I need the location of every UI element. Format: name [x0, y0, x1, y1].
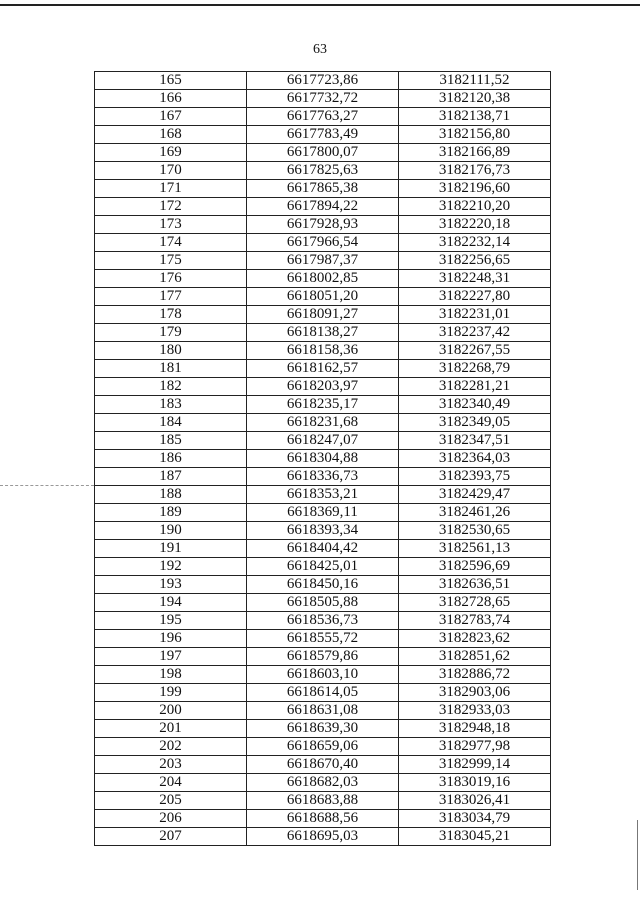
- x-coordinate-cell: 6618091,27: [247, 306, 399, 324]
- table-row: [95, 558, 551, 576]
- table-row: [95, 198, 551, 216]
- point-number-cell: 198: [95, 666, 247, 684]
- scan-edge-line: [637, 820, 638, 890]
- x-coordinate-cell: 6618235,17: [247, 396, 399, 414]
- point-number-cell: 172: [95, 198, 247, 216]
- point-number-cell: 203: [95, 756, 247, 774]
- y-coordinate-cell: 3182393,75: [399, 468, 551, 486]
- table-row: [95, 828, 551, 846]
- y-coordinate-cell: 3182120,38: [399, 90, 551, 108]
- y-coordinate-cell: 3182232,14: [399, 234, 551, 252]
- table-row: [95, 576, 551, 594]
- x-coordinate-cell: 6618002,85: [247, 270, 399, 288]
- y-coordinate-cell: 3182596,69: [399, 558, 551, 576]
- table-row: [95, 738, 551, 756]
- table-row: [95, 648, 551, 666]
- x-coordinate-cell: 6618614,05: [247, 684, 399, 702]
- x-coordinate-cell: 6618603,10: [247, 666, 399, 684]
- point-number-cell: 165: [95, 72, 247, 90]
- point-number-cell: 206: [95, 810, 247, 828]
- x-coordinate-cell: 6618353,21: [247, 486, 399, 504]
- point-number-cell: 185: [95, 432, 247, 450]
- y-coordinate-cell: 3182977,98: [399, 738, 551, 756]
- x-coordinate-cell: 6618158,36: [247, 342, 399, 360]
- point-number-cell: 176: [95, 270, 247, 288]
- y-coordinate-cell: 3182349,05: [399, 414, 551, 432]
- x-coordinate-cell: 6618536,73: [247, 612, 399, 630]
- point-number-cell: 194: [95, 594, 247, 612]
- point-number-cell: 192: [95, 558, 247, 576]
- y-coordinate-cell: 3183045,21: [399, 828, 551, 846]
- x-coordinate-cell: 6617928,93: [247, 216, 399, 234]
- point-number-cell: 199: [95, 684, 247, 702]
- table-row: [95, 720, 551, 738]
- point-number-cell: 196: [95, 630, 247, 648]
- point-number-cell: 171: [95, 180, 247, 198]
- table-row: [95, 270, 551, 288]
- y-coordinate-cell: 3182196,60: [399, 180, 551, 198]
- y-coordinate-cell: 3182823,62: [399, 630, 551, 648]
- y-coordinate-cell: 3182903,06: [399, 684, 551, 702]
- table-row: [95, 450, 551, 468]
- x-coordinate-cell: 6618659,06: [247, 738, 399, 756]
- x-coordinate-cell: 6618688,56: [247, 810, 399, 828]
- x-coordinate-cell: 6618336,73: [247, 468, 399, 486]
- y-coordinate-cell: 3182461,26: [399, 504, 551, 522]
- point-number-cell: 189: [95, 504, 247, 522]
- point-number-cell: 187: [95, 468, 247, 486]
- x-coordinate-cell: 6617987,37: [247, 252, 399, 270]
- table-row: [95, 162, 551, 180]
- y-coordinate-cell: 3182176,73: [399, 162, 551, 180]
- x-coordinate-cell: 6617783,49: [247, 126, 399, 144]
- y-coordinate-cell: 3182138,71: [399, 108, 551, 126]
- scan-artifact-line: [0, 485, 94, 486]
- point-number-cell: 177: [95, 288, 247, 306]
- x-coordinate-cell: 6618404,42: [247, 540, 399, 558]
- x-coordinate-cell: 6617732,72: [247, 90, 399, 108]
- point-number-cell: 204: [95, 774, 247, 792]
- y-coordinate-cell: 3183034,79: [399, 810, 551, 828]
- point-number-cell: 175: [95, 252, 247, 270]
- table-row: [95, 288, 551, 306]
- table-row: [95, 630, 551, 648]
- x-coordinate-cell: 6618203,97: [247, 378, 399, 396]
- x-coordinate-cell: 6617763,27: [247, 108, 399, 126]
- table-row: [95, 342, 551, 360]
- x-coordinate-cell: 6618162,57: [247, 360, 399, 378]
- y-coordinate-cell: 3182636,51: [399, 576, 551, 594]
- point-number-cell: 178: [95, 306, 247, 324]
- y-coordinate-cell: 3182268,79: [399, 360, 551, 378]
- table-row: [95, 180, 551, 198]
- point-number-cell: 169: [95, 144, 247, 162]
- point-number-cell: 166: [95, 90, 247, 108]
- coordinates-table: [94, 71, 551, 846]
- x-coordinate-cell: 6618138,27: [247, 324, 399, 342]
- y-coordinate-cell: 3182267,55: [399, 342, 551, 360]
- table-row: [95, 126, 551, 144]
- y-coordinate-cell: 3183026,41: [399, 792, 551, 810]
- table-row: [95, 360, 551, 378]
- y-coordinate-cell: 3183019,16: [399, 774, 551, 792]
- x-coordinate-cell: 6618369,11: [247, 504, 399, 522]
- point-number-cell: 183: [95, 396, 247, 414]
- point-number-cell: 190: [95, 522, 247, 540]
- x-coordinate-cell: 6618425,01: [247, 558, 399, 576]
- point-number-cell: 180: [95, 342, 247, 360]
- table-row: [95, 324, 551, 342]
- point-number-cell: 193: [95, 576, 247, 594]
- x-coordinate-cell: 6618670,40: [247, 756, 399, 774]
- y-coordinate-cell: 3182999,14: [399, 756, 551, 774]
- table-row: [95, 540, 551, 558]
- x-coordinate-cell: 6618304,88: [247, 450, 399, 468]
- point-number-cell: 202: [95, 738, 247, 756]
- y-coordinate-cell: 3182237,42: [399, 324, 551, 342]
- y-coordinate-cell: 3182210,20: [399, 198, 551, 216]
- table-row: [95, 414, 551, 432]
- table-row: [95, 666, 551, 684]
- point-number-cell: 179: [95, 324, 247, 342]
- y-coordinate-cell: 3182231,01: [399, 306, 551, 324]
- table-row: [95, 90, 551, 108]
- point-number-cell: 186: [95, 450, 247, 468]
- point-number-cell: 167: [95, 108, 247, 126]
- x-coordinate-cell: 6618683,88: [247, 792, 399, 810]
- x-coordinate-cell: 6618450,16: [247, 576, 399, 594]
- x-coordinate-cell: 6617800,07: [247, 144, 399, 162]
- y-coordinate-cell: 3182281,21: [399, 378, 551, 396]
- y-coordinate-cell: 3182340,49: [399, 396, 551, 414]
- y-coordinate-cell: 3182933,03: [399, 702, 551, 720]
- table-row: [95, 684, 551, 702]
- x-coordinate-cell: 6618555,72: [247, 630, 399, 648]
- table-row: [95, 396, 551, 414]
- y-coordinate-cell: 3182248,31: [399, 270, 551, 288]
- table-row: [95, 486, 551, 504]
- point-number-cell: 184: [95, 414, 247, 432]
- table-row: [95, 306, 551, 324]
- table-row: [95, 810, 551, 828]
- point-number-cell: 170: [95, 162, 247, 180]
- table-row: [95, 774, 551, 792]
- y-coordinate-cell: 3182347,51: [399, 432, 551, 450]
- x-coordinate-cell: 6617966,54: [247, 234, 399, 252]
- point-number-cell: 188: [95, 486, 247, 504]
- table-row: [95, 378, 551, 396]
- x-coordinate-cell: 6618631,08: [247, 702, 399, 720]
- table-row: [95, 702, 551, 720]
- y-coordinate-cell: 3182364,03: [399, 450, 551, 468]
- x-coordinate-cell: 6618682,03: [247, 774, 399, 792]
- x-coordinate-cell: 6617825,63: [247, 162, 399, 180]
- y-coordinate-cell: 3182851,62: [399, 648, 551, 666]
- top-border-line: [0, 4, 640, 6]
- table-body: [95, 72, 551, 846]
- y-coordinate-cell: 3182166,89: [399, 144, 551, 162]
- table-row: [95, 144, 551, 162]
- table-row: [95, 756, 551, 774]
- y-coordinate-cell: 3182561,13: [399, 540, 551, 558]
- point-number-cell: 174: [95, 234, 247, 252]
- y-coordinate-cell: 3182783,74: [399, 612, 551, 630]
- x-coordinate-cell: 6618393,34: [247, 522, 399, 540]
- y-coordinate-cell: 3182220,18: [399, 216, 551, 234]
- point-number-cell: 205: [95, 792, 247, 810]
- table-row: [95, 108, 551, 126]
- y-coordinate-cell: 3182530,65: [399, 522, 551, 540]
- x-coordinate-cell: 6618505,88: [247, 594, 399, 612]
- y-coordinate-cell: 3182728,65: [399, 594, 551, 612]
- table-row: [95, 504, 551, 522]
- point-number-cell: 168: [95, 126, 247, 144]
- x-coordinate-cell: 6617894,22: [247, 198, 399, 216]
- table-row: [95, 216, 551, 234]
- table-row: [95, 522, 551, 540]
- table-row: [95, 612, 551, 630]
- table-row: [95, 432, 551, 450]
- y-coordinate-cell: 3182429,47: [399, 486, 551, 504]
- x-coordinate-cell: 6618051,20: [247, 288, 399, 306]
- y-coordinate-cell: 3182156,80: [399, 126, 551, 144]
- y-coordinate-cell: 3182948,18: [399, 720, 551, 738]
- point-number-cell: 200: [95, 702, 247, 720]
- page-number: 63: [313, 42, 327, 57]
- point-number-cell: 191: [95, 540, 247, 558]
- table-row: [95, 468, 551, 486]
- table-row: [95, 594, 551, 612]
- x-coordinate-cell: 6618579,86: [247, 648, 399, 666]
- x-coordinate-cell: 6618639,30: [247, 720, 399, 738]
- x-coordinate-cell: 6618695,03: [247, 828, 399, 846]
- y-coordinate-cell: 3182227,80: [399, 288, 551, 306]
- y-coordinate-cell: 3182886,72: [399, 666, 551, 684]
- point-number-cell: 195: [95, 612, 247, 630]
- point-number-cell: 197: [95, 648, 247, 666]
- point-number-cell: 201: [95, 720, 247, 738]
- point-number-cell: 181: [95, 360, 247, 378]
- point-number-cell: 173: [95, 216, 247, 234]
- x-coordinate-cell: 6617865,38: [247, 180, 399, 198]
- table-row: [95, 72, 551, 90]
- x-coordinate-cell: 6618247,07: [247, 432, 399, 450]
- table-row: [95, 234, 551, 252]
- table-row: [95, 792, 551, 810]
- table-row: [95, 252, 551, 270]
- point-number-cell: 207: [95, 828, 247, 846]
- y-coordinate-cell: 3182256,65: [399, 252, 551, 270]
- x-coordinate-cell: 6617723,86: [247, 72, 399, 90]
- x-coordinate-cell: 6618231,68: [247, 414, 399, 432]
- point-number-cell: 182: [95, 378, 247, 396]
- y-coordinate-cell: 3182111,52: [399, 72, 551, 90]
